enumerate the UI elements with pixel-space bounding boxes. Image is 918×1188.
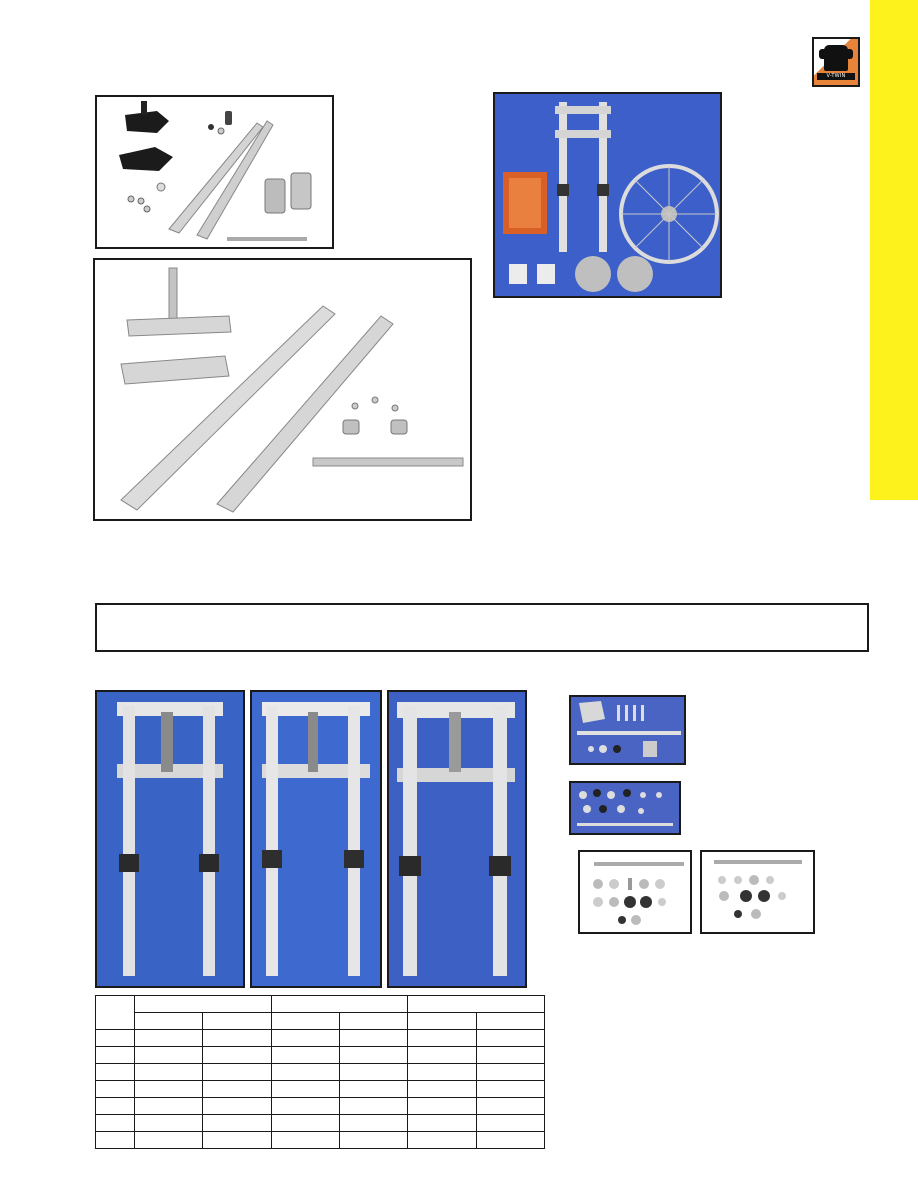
axle-hardware-kit-photo xyxy=(569,695,686,765)
table-row xyxy=(96,1132,545,1149)
axle-spacer-kit-photo-2 xyxy=(700,850,815,934)
table-group-header xyxy=(271,996,408,1013)
table-subheader-row xyxy=(96,1013,545,1030)
fork-kit-black-trees-photo xyxy=(95,95,334,249)
table-group-header xyxy=(408,996,545,1013)
table-corner-cell xyxy=(96,996,135,1030)
section-side-tab xyxy=(870,0,918,500)
chrome-fork-kit-photo xyxy=(93,258,472,521)
table-subheader-cell xyxy=(476,1013,544,1030)
note-box xyxy=(95,603,869,652)
table-subheader-cell xyxy=(339,1013,407,1030)
table-row xyxy=(96,1115,545,1132)
engine-icon xyxy=(824,45,848,71)
table-row xyxy=(96,1098,545,1115)
table-subheader-cell xyxy=(408,1013,476,1030)
fork-assembly-photo-1 xyxy=(95,690,245,988)
table-row xyxy=(96,1064,545,1081)
spacer-hardware-kit-photo xyxy=(569,781,681,835)
fork-assembly-photo-3 xyxy=(387,690,527,988)
fork-assembly-photo-2 xyxy=(250,690,382,988)
fork-spec-table xyxy=(95,995,545,1149)
table-subheader-cell xyxy=(271,1013,339,1030)
table-subheader-cell xyxy=(135,1013,203,1030)
table-header-row xyxy=(96,996,545,1013)
logo-brand-text: V-TWIN xyxy=(817,73,855,80)
complete-fork-wheel-kit-photo xyxy=(493,92,722,298)
table-group-header xyxy=(135,996,272,1013)
table-subheader-cell xyxy=(203,1013,271,1030)
axle-spacer-kit-photo-1 xyxy=(578,850,692,934)
table-row xyxy=(96,1081,545,1098)
table-row xyxy=(96,1030,545,1047)
v-twin-logo-icon xyxy=(812,37,860,87)
table-row xyxy=(96,1047,545,1064)
